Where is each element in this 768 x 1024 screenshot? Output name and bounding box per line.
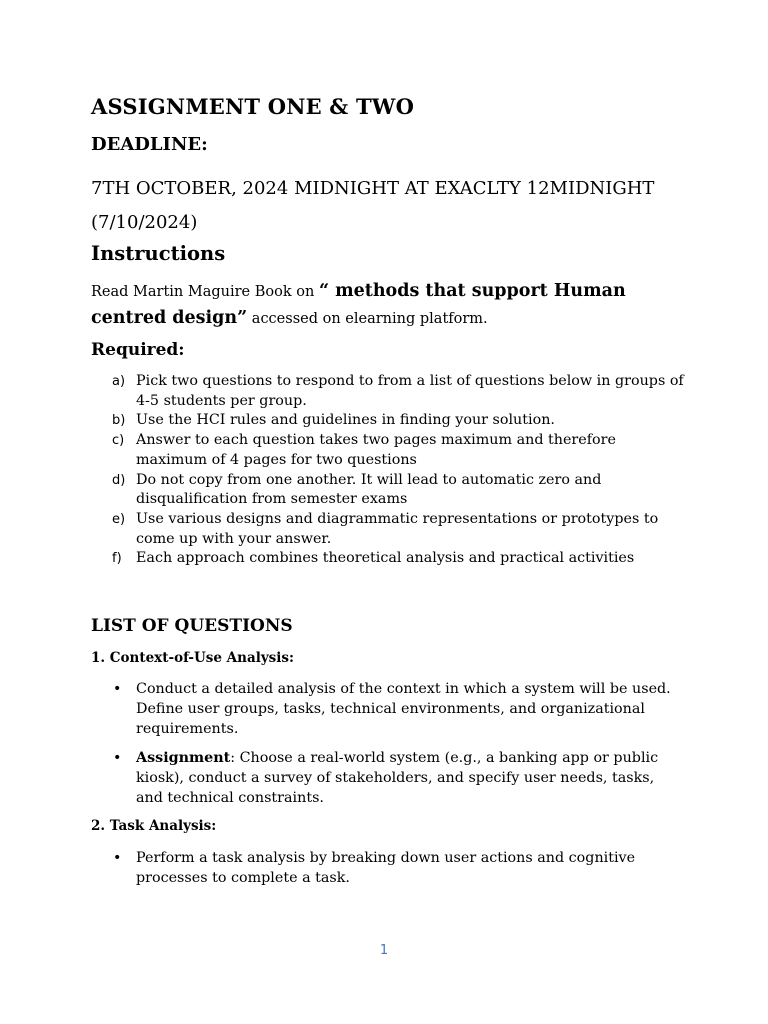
question-1-title: 1. Context-of-Use Analysis: (91, 650, 294, 666)
required-item-text: Do not copy from one another. It will lead to automatic zero and disqualification from semester exams (136, 471, 602, 508)
instructions-book-title: “ methods that support Human centred design” (91, 281, 626, 328)
list-item (91, 849, 681, 889)
list-marker: e) (112, 511, 126, 527)
list-marker: c) (112, 433, 125, 449)
list-marker: f) (112, 551, 122, 567)
list-item (91, 680, 681, 739)
list-marker: a) (112, 374, 126, 389)
bullet-icon: • (113, 750, 122, 766)
question-1-assignment (91, 749, 681, 808)
bullet-text: Perform a task analysis by breaking down user actions and cognitive processes to complete a task. (136, 850, 636, 886)
bullet-icon: • (113, 850, 122, 866)
deadline-date-numeric: (7/10/2024) (91, 212, 198, 233)
question-2-bullet (91, 849, 681, 889)
required-list (91, 372, 691, 569)
page-number: 1 (379, 943, 389, 958)
list-item (91, 749, 681, 808)
required-item (91, 510, 691, 549)
questions-heading: LIST OF QUESTIONS (91, 616, 293, 636)
required-item (91, 411, 691, 431)
list-marker: b) (112, 413, 126, 429)
required-heading: Required: (91, 340, 185, 360)
required-item-text: Use the HCI rules and guidelines in finding your solution. (136, 412, 555, 429)
required-item-text: Pick two questions to respond to from a list of questions below in groups of 4-5 students per group. (136, 373, 684, 409)
required-item-text: Use various designs and diagrammatic representations or prototypes to come up with your answer. (136, 510, 659, 547)
deadline-label: DEADLINE: (91, 134, 208, 155)
assignment-label: Assignment (136, 750, 231, 766)
bullet-icon: • (113, 681, 122, 697)
question-2-title: 2. Task Analysis: (91, 818, 217, 834)
deadline-text (91, 172, 691, 240)
required-item (91, 549, 691, 569)
question-1-bullet (91, 680, 681, 739)
required-item (91, 431, 691, 470)
deadline-date: 7TH OCTOBER, 2024 MIDNIGHT AT EXACLTY 12MIDNIGHT (91, 178, 655, 199)
assignment-text: : Choose a real-world system (e.g., a banking app or public kiosk), conduct a survey of stakeholders, and specify user needs, tasks, and technical constraints. (136, 750, 659, 806)
required-item (91, 372, 691, 411)
required-item-text: Answer to each question takes two pages maximum and therefore maximum of 4 pages for two questions (136, 432, 616, 468)
instructions-post: accessed on elearning platform. (247, 311, 488, 327)
instructions-pre: Read Martin Maguire Book on (91, 284, 319, 300)
page-title: ASSIGNMENT ONE & TWO (91, 94, 415, 119)
list-marker: d) (112, 472, 126, 488)
required-item-text: Each approach combines theoretical analysis and practical activities (136, 550, 635, 567)
bullet-text: Conduct a detailed analysis of the context in which a system will be used. Define user groups, tasks, technical environments, and organizational requirements. (136, 681, 671, 737)
required-item (91, 471, 691, 510)
instructions-heading: Instructions (91, 242, 226, 265)
instructions-paragraph (91, 278, 651, 332)
